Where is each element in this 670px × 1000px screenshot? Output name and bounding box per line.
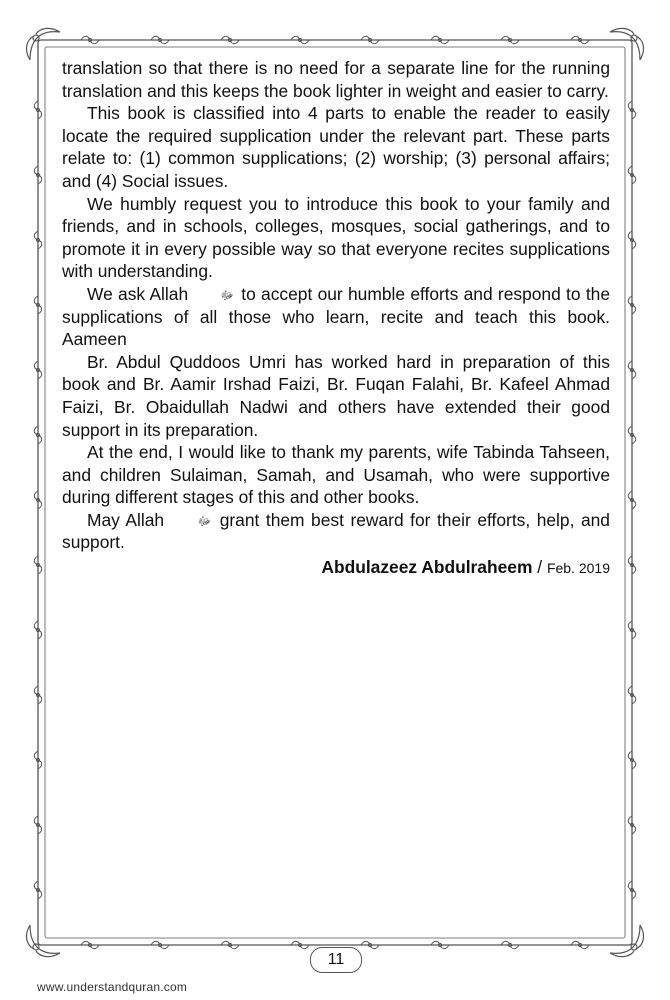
paragraph-continuation: translation so that there is no need for a separate line for the running translation and this keeps the book lighter in weight and easier to carry. (62, 58, 610, 101)
signature-line (62, 556, 610, 580)
paragraph-reward-prayer (62, 509, 610, 554)
reward-text-before: May Allah (87, 509, 165, 530)
page-number: 11 (310, 947, 362, 973)
paragraph-family-thanks: At the end, I would like to thank my parents, wife Tabinda Tahseen, and children Sulaiman, Samah, and Usamah, who were supportive during different stages of this and other books. (62, 442, 610, 508)
honorific-glyph-icon: ﷻ (197, 513, 212, 528)
paragraph-classification: This book is classified into 4 parts to enable the reader to easily locate the required supplication under the relevant part. These parts relate to: (1) common supplications; (2) worship; (3) personal affairs; and (4) Social issues. (62, 103, 610, 191)
paragraph-acknowledgement: Br. Abdul Quddoos Umri has worked hard in preparation of this book and Br. Aamir Irshad Faizi, Br. Fuqan Falahi, Br. Kafeel Ahmad Faizi, Br. Obaidullah Nadwi and others have extended their good support in its preparation. (62, 351, 610, 440)
signature-date: Feb. 2019 (546, 560, 610, 577)
page-body (62, 57, 610, 580)
honorific-glyph-icon: ﷻ (220, 287, 234, 302)
author-name: Abdulazeez Abdulraheem (321, 557, 533, 578)
signature-separator: / (537, 557, 543, 578)
paragraph-request: We humbly request you to introduce this book to your family and friends, and in schools, colleges, mosques, social gatherings, and to promote it in every possible way so that everyone recites supplications with understanding. (62, 193, 610, 282)
prayer-text-after: to accept our humble efforts and respond to the supplications of all those who learn, recite and teach this book. Aameen (62, 283, 610, 350)
prayer-text-before: We ask Allah (87, 283, 189, 304)
reward-text-after: grant them best reward for their efforts, help, and support. (62, 509, 610, 553)
paragraph-prayer (62, 283, 610, 351)
website-url: www.understandquran.com (37, 980, 188, 994)
